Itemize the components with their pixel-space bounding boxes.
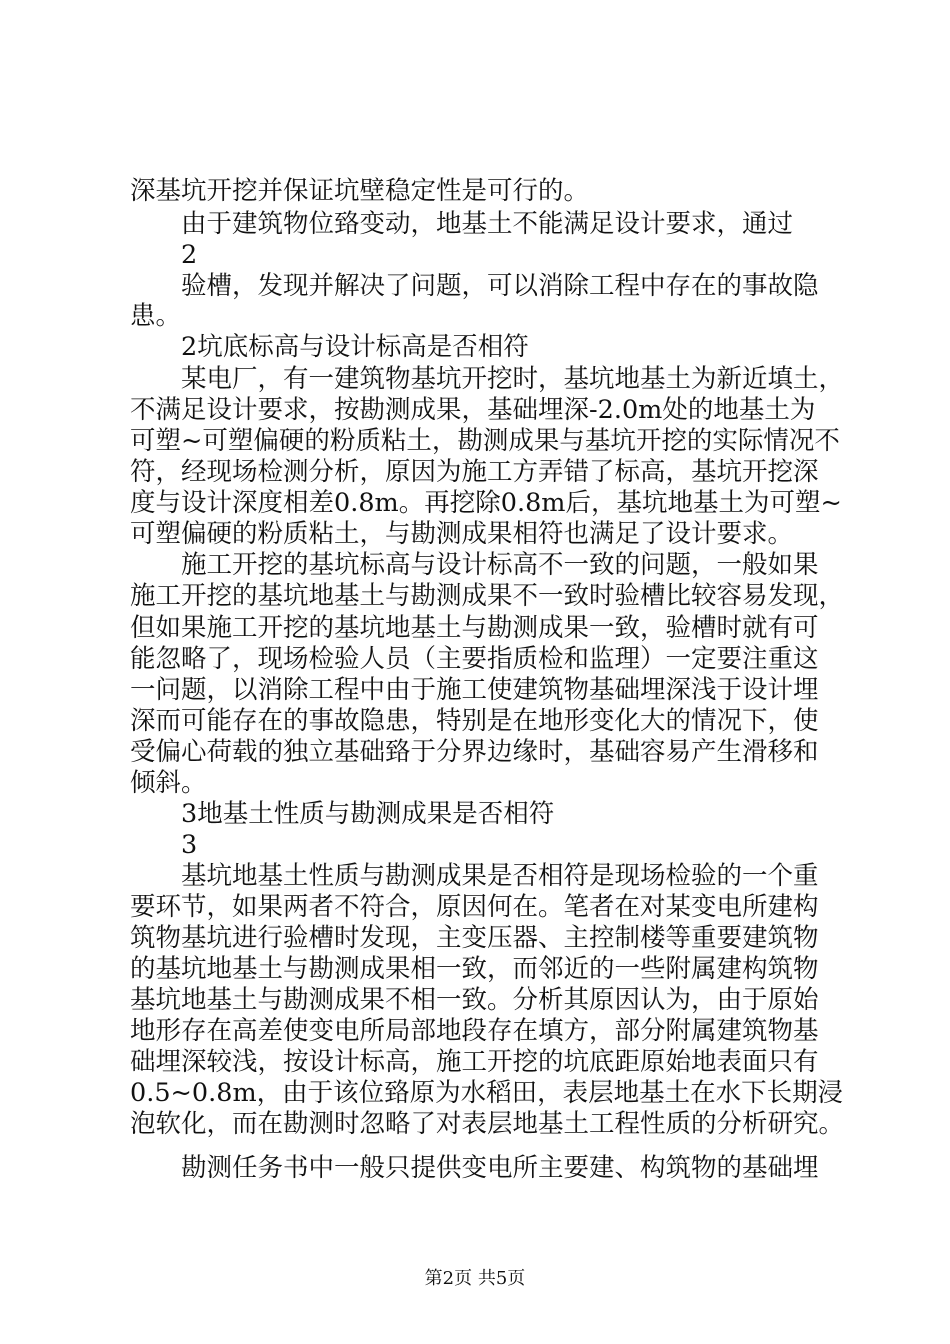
text-line: 勘测任务书中一般只提供变电所主要建、构筑物的基础埋: [130, 1153, 819, 1183]
text-line: 深基坑开挖并保证坑壁稳定性是可行的。: [130, 176, 590, 206]
text-line: 不满足设计要求，按勘测成果，基础埋深-2.0m处的地基土为: [130, 395, 816, 425]
text-line: 某电厂，有一建筑物基坑开挖时，基坑地基土为新近填土，: [130, 364, 845, 394]
section-heading: 3地基土性质与勘测成果是否相符: [130, 799, 555, 829]
text-line: 可塑~可塑偏硬的粉质粘土，勘测成果与基坑开挖的实际情况不: [130, 426, 840, 456]
text-line: 倾斜。: [130, 768, 207, 798]
text-line: 患。: [130, 301, 182, 331]
text-line: 受偏心荷载的独立基础臵于分界边缘时，基础容易产生滑移和: [130, 737, 819, 767]
text-line: 可塑偏硬的粉质粘土，与勘测成果相符也满足了设计要求。: [130, 519, 794, 549]
text-line: 施工开挖的基坑地基土与勘测成果不一致时验槽比较容易发现，: [130, 581, 845, 611]
text-line: 能忽略了，现场检验人员（主要指质检和监理）一定要注重这: [130, 644, 819, 674]
text-line: 度与设计深度相差0.8m。再挖除0.8m后，基坑地基土为可塑~: [130, 488, 842, 518]
text-line: 的基坑地基土与勘测成果相一致，而邻近的一些附属建构筑物: [130, 954, 819, 984]
text-line: 泡软化，而在勘测时忽略了对表层地基土工程性质的分析研究。: [130, 1109, 845, 1139]
text-line: 筑物基坑进行验槽时发现，主变压器、主控制楼等重要建筑物: [130, 923, 819, 953]
text-line: 由于建筑物位臵变动，地基土不能满足设计要求，通过: [130, 209, 794, 239]
text-line: 0.5~0.8m，由于该位臵原为水稻田，表层地基土在水下长期浸: [130, 1078, 844, 1108]
text-line: 验槽，发现并解决了问题，可以消除工程中存在的事故隐: [130, 271, 819, 301]
text-line: 础埋深较浅，按设计标高，施工开挖的坑底距原始地表面只有: [130, 1047, 819, 1077]
section-heading: 2坑底标高与设计标高是否相符: [130, 332, 529, 362]
text-line: 符，经现场检测分析，原因为施工方弄错了标高，基坑开挖深: [130, 457, 819, 487]
text-line: 基坑地基土与勘测成果不相一致。分析其原因认为，由于原始: [130, 985, 819, 1015]
page-footer: 第2页 共5页: [424, 1268, 526, 1289]
text-line: 一问题，以消除工程中由于施工使建筑物基础埋深浅于设计埋: [130, 675, 819, 705]
text-line: 地形存在高差使变电所局部地段存在填方，部分附属建筑物基: [130, 1016, 819, 1046]
text-line: 2: [130, 240, 198, 270]
text-line: 但如果施工开挖的基坑地基土与勘测成果一致，验槽时就有可: [130, 613, 819, 643]
text-line: 要环节，如果两者不符合，原因何在。笔者在对某变电所建构: [130, 892, 819, 922]
text-line: 3: [130, 830, 198, 860]
text-line: 施工开挖的基坑标高与设计标高不一致的问题，一般如果: [130, 550, 819, 580]
text-line: 基坑地基土性质与勘测成果是否相符是现场检验的一个重: [130, 861, 819, 891]
text-line: 深而可能存在的事故隐患，特别是在地形变化大的情况下，使: [130, 706, 819, 736]
